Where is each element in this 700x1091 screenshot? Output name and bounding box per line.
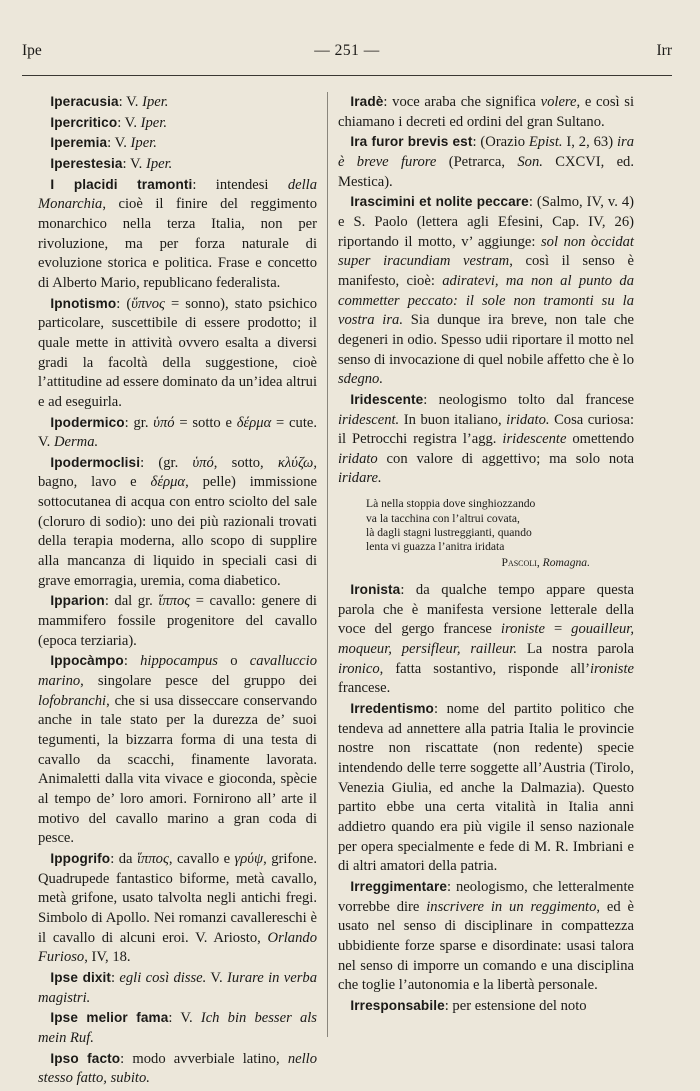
header-rule	[22, 75, 672, 76]
entry-italic-text: egli così disse.	[119, 969, 207, 986]
entry-text: : neologismo tolto dal francese	[423, 391, 634, 408]
dictionary-entry	[338, 580, 634, 699]
entry-italic-text: inscrivere in un reggimento	[426, 898, 597, 915]
entry-text: , ed è usato nel senso di disciplinare in compattezza ubbidiente forze sparse e disordinate: usasi talora nel senso di imporre un comando e una disciplina che toglie l’autonomia e la libertà personale.	[338, 898, 634, 994]
entry-text: : intendesi	[192, 176, 288, 193]
dictionary-entry	[338, 877, 634, 996]
entry-text: o	[217, 653, 250, 670]
entry-headword: Ipodermoclisi	[50, 454, 141, 470]
entry-headword: Ipse dixit	[50, 969, 112, 985]
poem-line: Là nella stoppia dove singhiozzando	[366, 497, 536, 511]
dictionary-entry	[38, 591, 317, 651]
entry-italic-text: della Monarchia	[38, 176, 317, 213]
entry-text: , grifone. Quadrupede fantastico biforme, metà cavallo, metà grifone, usato talvolta negli antichi fregi. Simbolo di Apollo. Nei romanzi cavallereschi è il cavallo di alcuni eroi. V. Ariosto,	[38, 850, 317, 946]
dictionary-entry	[38, 968, 317, 1008]
entry-italic-text: ἵππος	[136, 850, 169, 867]
dictionary-entry	[38, 133, 317, 154]
entry-italic-text: δέρμα	[150, 474, 186, 491]
entry-italic-text: ironiste	[500, 621, 545, 638]
entry-text: : gr.	[124, 414, 154, 431]
entry-text: :	[111, 969, 120, 986]
entry-text: : V.	[118, 94, 143, 110]
poem-work: Romagna.	[542, 555, 590, 569]
entry-headword: Iperemia	[50, 135, 108, 151]
entry-italic-text: ironico	[338, 660, 380, 677]
entry-italic-text: ἵππος	[158, 593, 191, 610]
entry-text: : V.	[107, 135, 131, 152]
dictionary-entry	[38, 453, 317, 592]
entry-headword: Ironista	[350, 582, 401, 598]
dictionary-entry	[38, 1008, 317, 1048]
entry-italic-text: hippocampus	[140, 653, 218, 670]
entry-headword: Irascimini et nolite peccare	[350, 194, 529, 210]
entry-italic-text: iridato	[338, 450, 378, 467]
entry-text: = sotto e	[174, 414, 237, 431]
dictionary-entry	[338, 699, 634, 877]
entry-headword: Ippocàmpo	[50, 653, 124, 669]
dictionary-entry	[338, 92, 634, 132]
dictionary-entry	[38, 92, 317, 113]
entry-text: : V.	[122, 155, 146, 172]
entry-headword: Ira furor brevis est	[350, 134, 473, 150]
entry-italic-text: κλύζω	[277, 454, 314, 471]
entry-text: , cioè il finire del reggimento monarchico nella terza Italia, non per rivoluzione, ma per forza naturale di evoluzione storica e politica. Frase e concetto di Alberto Mario, republicano federalista.	[38, 196, 317, 291]
entry-text: :	[123, 653, 141, 670]
entry-text: V.	[206, 969, 228, 986]
entry-italic-text: Orlando Furioso	[38, 929, 317, 966]
entry-italic-text: iridescent.	[338, 411, 400, 428]
entry-headword: Ipodermico	[50, 414, 125, 430]
entry-text: =	[544, 621, 572, 638]
entry-text: omettendo	[566, 431, 634, 448]
entry-text: : voce araba che significa	[383, 94, 541, 110]
entry-text: = cute. V.	[38, 414, 318, 451]
page-header	[22, 40, 672, 66]
entry-text: , così il senso è manifesto, cioè:	[338, 253, 634, 289]
entry-headword: Ipnotismo	[50, 295, 117, 311]
entry-headword: Iperacusia	[50, 94, 119, 109]
entry-headword: Ipse melior fama	[50, 1010, 169, 1026]
entry-headword: Iperestesia	[50, 155, 123, 171]
entry-headword: Irresponsabile	[350, 997, 445, 1013]
entry-text: , fatta sostantivo, risponde all’	[379, 660, 590, 677]
entry-text: Cosa curiosa: il Petrocchi registra l’agg.	[338, 411, 634, 448]
dictionary-entry	[338, 192, 634, 390]
entry-italic-text: γρύψ	[234, 850, 264, 867]
dictionary-entry	[38, 413, 317, 453]
dictionary-entry	[38, 113, 317, 134]
entry-italic-text: δέρμα	[236, 414, 272, 431]
entry-text: : nome del partito politico che tendeva ad annettere alla patria Italia le provincie nostre non riscattate (non redente) specie intendendo delle terre soggette all’Austria (Tirolo, Venezia Giulia, ed anche la Dalmazia). Questo partito ebbe una certa vitalità in Italia anni addietro quando era più vigile il senso nazionale per opera specialmente e fede di M. R. Imbriani e di altri amatori della patria.	[338, 701, 634, 875]
entry-headword: Ipparion	[50, 593, 105, 609]
entry-text: : neologismo, che letteralmente vorrebbe dire	[338, 879, 634, 915]
entry-italic-text: sdegno.	[338, 371, 383, 388]
entry-text: , sotto,	[213, 454, 278, 471]
entry-italic-text: gouailleur, moqueur, persifleur, railleur.	[338, 621, 634, 658]
dictionary-entry	[338, 996, 634, 1017]
entry-headword: Irreggimentare	[350, 879, 447, 894]
entry-italic-text: lofobranchi	[38, 692, 107, 709]
entry-italic-text: ira è breve furore	[338, 134, 634, 170]
entry-italic-text: iridato.	[506, 411, 550, 428]
page-number: — 251 —	[314, 42, 380, 59]
poem-line: lenta vi guazza l’anitra iridata	[366, 540, 505, 554]
entry-text: : modo avverbiale latino,	[120, 1050, 288, 1067]
entry-text: (Petrarca,	[436, 153, 518, 170]
entry-text: : da qualche tempo appare questa parola che è manifesta versione letterale della voce del gergo francese	[338, 582, 634, 638]
entry-text: : per estensione del noto	[444, 997, 587, 1014]
entry-italic-text: Son.	[517, 153, 543, 170]
entry-text: = sonno), stato psichico particolare, suscettibile di essere prodotto; il quale mette in attività ovvero esalta a diversi gradi la facoltà della suggestione, cioè l’attitudine ad essere dominato da un’idea altrui e ad eseguirla.	[38, 295, 317, 410]
entry-text: , singolare pesce del gruppo dei	[80, 673, 317, 690]
entry-italic-text: ironiste	[589, 660, 634, 677]
entry-text: , che si usa disseccare conservando anche in tale stato per la durezza de’ suoi tegumenti, la bizzarra forma di una testa di cavallo da scacchi, finamente lavorata. Animaletti dalla vita vivace e gioconda, spècie al tempo de’ loro amori. Fornirono all’ arte il motivo del cavallo marino a gran coda di pesce.	[38, 692, 317, 847]
entry-text: , e così si chiamano i decreti ed ordini del gran Sultano.	[338, 94, 634, 130]
dictionary-entry	[38, 1049, 317, 1089]
entry-text: = cavallo: genere di mammifero fossile progenitore del cavallo (epoca terziaria).	[38, 593, 317, 649]
entry-text: La nostra parola	[516, 641, 634, 658]
entry-italic-text: volere	[540, 94, 577, 110]
entry-italic-text: ὑπό	[192, 454, 214, 471]
poem-citation	[366, 556, 590, 570]
dictionary-entry	[38, 175, 317, 294]
entry-italic-text: cavalluccio marino	[38, 653, 317, 690]
entry-text: CXCVI, ed. Mestica).	[338, 153, 635, 190]
entry-italic-text: sol non òccidat super iracundiam vestram	[338, 233, 634, 270]
entry-text: : (Orazio	[472, 134, 529, 151]
entry-text: : (gr.	[140, 454, 193, 471]
entry-italic-text: Iper.	[145, 155, 173, 172]
entry-text: I, 2, 63)	[562, 134, 617, 151]
poem-quotation	[366, 497, 634, 570]
entry-italic-text: iridare.	[338, 470, 382, 487]
dictionary-entry	[38, 294, 317, 413]
header-left-guideword: Ipe	[22, 42, 42, 59]
entry-text: : da	[110, 850, 137, 867]
entry-headword: Ipercritico	[50, 114, 118, 130]
entry-headword: Irredentismo	[350, 701, 434, 717]
poem-line: va la tacchina con l’altrui covata,	[366, 511, 520, 525]
column-divider	[327, 92, 328, 1037]
entry-text: , bagno, lavo e	[38, 454, 317, 491]
entry-text: : V.	[117, 114, 141, 131]
left-column	[38, 92, 317, 1089]
entry-italic-text: ὕπνος	[131, 295, 165, 312]
header-right-guideword: Irr	[656, 42, 672, 59]
dictionary-entry	[38, 651, 317, 849]
entry-italic-text: ὑπό	[153, 414, 175, 431]
entry-text: francese.	[338, 680, 391, 697]
entry-italic-text: Epist.	[528, 134, 563, 151]
dictionary-entry	[38, 154, 317, 175]
entry-headword: Ippogrifo	[50, 850, 111, 866]
entry-italic-text: nello stesso fatto, subito.	[38, 1050, 317, 1087]
entry-text: Sia dunque ira breve, non tale che degeneri in odio. Spesso udii riportare il motto nel senso di invocazione di quel nobile affetto che è lo	[338, 312, 634, 368]
poem-author: Pascoli,	[501, 555, 540, 569]
entry-italic-text: iridescente	[502, 431, 567, 448]
entry-italic-text: Iper.	[142, 94, 169, 110]
entry-text: : V.	[168, 1010, 201, 1027]
dictionary-entry	[338, 390, 634, 489]
entry-italic-text: adiratevi, ma non al punto da commetter peccato: il sole non tramonti su la vostra ira.	[338, 272, 634, 329]
entry-text: , pelle) immissione sottocutanea di acqua con entro sciolto del sale (cloruro di sodio): uno dei più razionali trovati della terapia moderna, allo scopo di supplire alla mancanza di liquido in speciali casi di grave emorragia, uremia, coma diabetico.	[38, 474, 317, 589]
entry-text: : (Salmo, IV, v. 4) e S. Paolo (lettera agli Efesini, Cap. IV, 26) riportando il motto, v’ aggiunge:	[338, 194, 635, 250]
entry-headword: Ipso facto	[50, 1050, 121, 1066]
entry-text: : dal gr.	[104, 593, 159, 610]
entry-italic-text: Ich bin besser als mein Ruf.	[38, 1010, 317, 1046]
entry-headword: Iridescente	[350, 391, 424, 407]
entry-italic-text: Derma.	[53, 434, 99, 451]
entry-text: con valore di aggettivo; ma solo nota	[377, 450, 634, 467]
entry-italic-text: Iurare in verba magistri.	[38, 969, 318, 1006]
entry-italic-text: Iper.	[140, 114, 167, 131]
dictionary-entry	[38, 849, 317, 968]
dictionary-entry	[338, 132, 634, 192]
poem-line: là dagli stagni lustreggianti, quando	[366, 525, 532, 539]
entry-text: : (	[116, 295, 132, 312]
entry-headword: Iradè	[350, 94, 384, 109]
entry-text: , cavallo e	[168, 850, 235, 867]
entry-text: In buon italiano,	[399, 411, 507, 428]
entry-italic-text: Iper.	[130, 135, 157, 152]
right-column	[338, 92, 634, 1017]
entry-text: , IV, 18.	[84, 949, 131, 966]
entry-headword: I placidi tramonti	[50, 176, 193, 192]
